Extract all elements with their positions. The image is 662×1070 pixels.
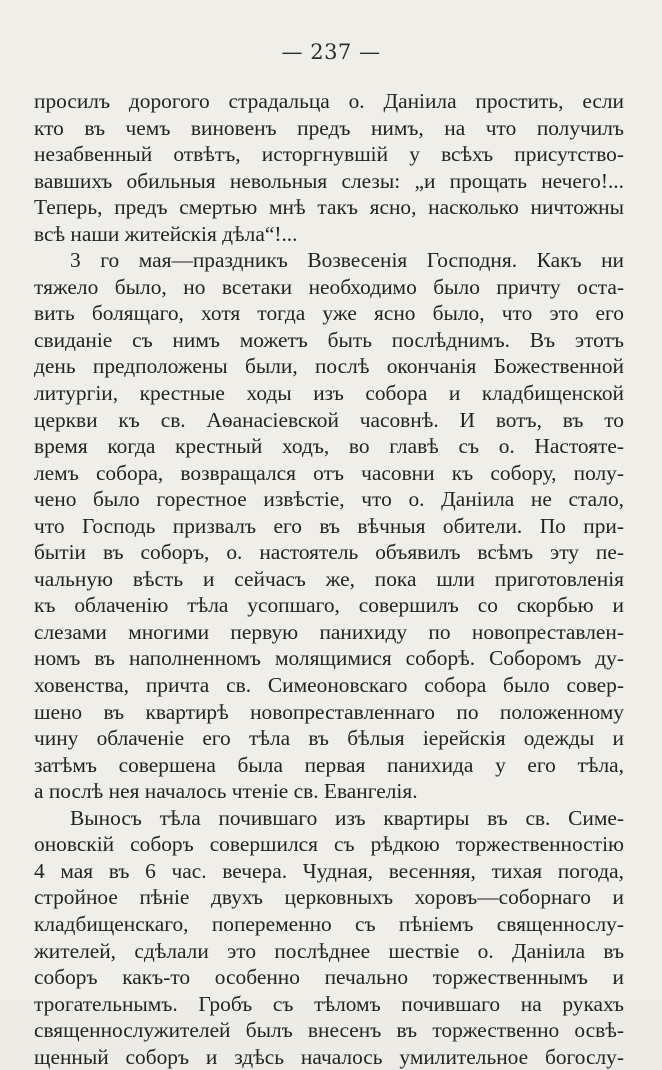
text-line: чину облаченіе его тѣла въ бѣлыя іерейскія одежды и xyxy=(34,726,624,751)
text-line: вавшихъ обильныя невольныя слезы: „и прощать нечего!... xyxy=(34,168,624,193)
text-line: священнослужителей былъ внесенъ въ торжественно освѣ- xyxy=(34,1018,624,1043)
text-line: Выносъ тѣла почившаго изъ квартиры въ св. Симе- xyxy=(70,805,624,830)
text-line: кто въ чемъ виновенъ предъ нимъ, на что получилъ xyxy=(34,115,624,140)
text-line: номъ въ наполненномъ молящимися соборѣ. Соборомъ ду- xyxy=(34,646,624,671)
text-line: чальную вѣсть и сейчасъ же, пока шли приготовленія xyxy=(34,566,624,591)
text-line: просилъ дорогого страдальца о. Даніила простить, если xyxy=(34,89,624,113)
text-line: къ облаченію тѣла усопшаго, совершилъ со скорбью и xyxy=(34,593,624,618)
text-line: свиданіе съ нимъ можетъ быть послѣднимъ. Въ этотъ xyxy=(34,327,624,352)
text-line: Теперь, предъ смертью мнѣ такъ ясно, насколько ничтожны xyxy=(34,195,624,220)
text-line: незабвенный отвѣтъ, исторгнувшій у всѣхъ присутство- xyxy=(34,142,624,167)
text-line: тяжело было, но всетаки необходимо было причту оста- xyxy=(34,274,624,299)
text-line: кладбищенскаго, попеременно съ пѣніемъ священнослу- xyxy=(34,911,624,936)
text-line: литургіи, крестные ходы изъ собора и кладбищенской xyxy=(34,381,624,406)
text-line: слезами многими первую панихиду по новопреставлен- xyxy=(34,619,624,644)
text-line: вить болящаго, хотя тогда уже ясно было, что это его xyxy=(34,301,624,326)
text-line: лемъ собора, возвращался отъ часовни къ собору, полу- xyxy=(34,460,624,485)
text-line: шено въ квартирѣ новопреставленнаго по положенному xyxy=(34,699,624,724)
text-line: чено было горестное извѣстіе, что о. Даніила не стало, xyxy=(34,487,624,512)
text-line: щенный соборъ и здѣсь началось умилительное богослу- xyxy=(34,1044,624,1069)
body-text xyxy=(34,88,624,1070)
text-line: день предположены были, послѣ окончанія Божественной xyxy=(34,354,624,379)
text-line: ховенства, причта св. Симеоновскаго собора было совер- xyxy=(34,673,624,698)
text-line: церкви къ св. Аѳанасіевской часовнѣ. И вотъ, въ то xyxy=(34,407,624,432)
text-line: жителей, сдѣлали это послѣднее шествіе о. Даніила въ xyxy=(34,938,624,963)
text-line: стройное пѣніе двухъ церковныхъ хоровъ—соборнаго и xyxy=(34,885,624,910)
page-number: — 237 — xyxy=(281,40,381,64)
text-line: что Господь призвалъ его въ вѣчныя обители. По при- xyxy=(34,513,624,538)
text-line: бытіи въ соборъ, о. настоятель объявилъ всѣмъ эту пе- xyxy=(34,540,624,565)
text-line: 4 мая въ 6 час. вечера. Чудная, весенняя, тихая погода, xyxy=(34,858,624,883)
text-line: всѣ наши житейскія дѣла“!... xyxy=(34,221,298,246)
text-line: соборъ какъ-то особенно печально торжественнымъ и xyxy=(34,965,624,990)
text-line: 3 го мая—праздникъ Возвесенія Господня. Какъ ни xyxy=(70,248,624,273)
text-line: трогательнымъ. Гробъ съ тѣломъ почившаго на рукахъ xyxy=(34,991,624,1016)
text-line: затѣмъ совершена была первая панихида у его тѣла, xyxy=(34,752,624,777)
text-line: время когда крестный ходъ, во главѣ съ о. Настояте- xyxy=(34,434,624,459)
text-line: а послѣ нея началось чтеніе св. Евангелія. xyxy=(34,779,418,804)
text-line: оновскій соборъ совершился съ рѣдкою торжественностію xyxy=(34,832,624,857)
